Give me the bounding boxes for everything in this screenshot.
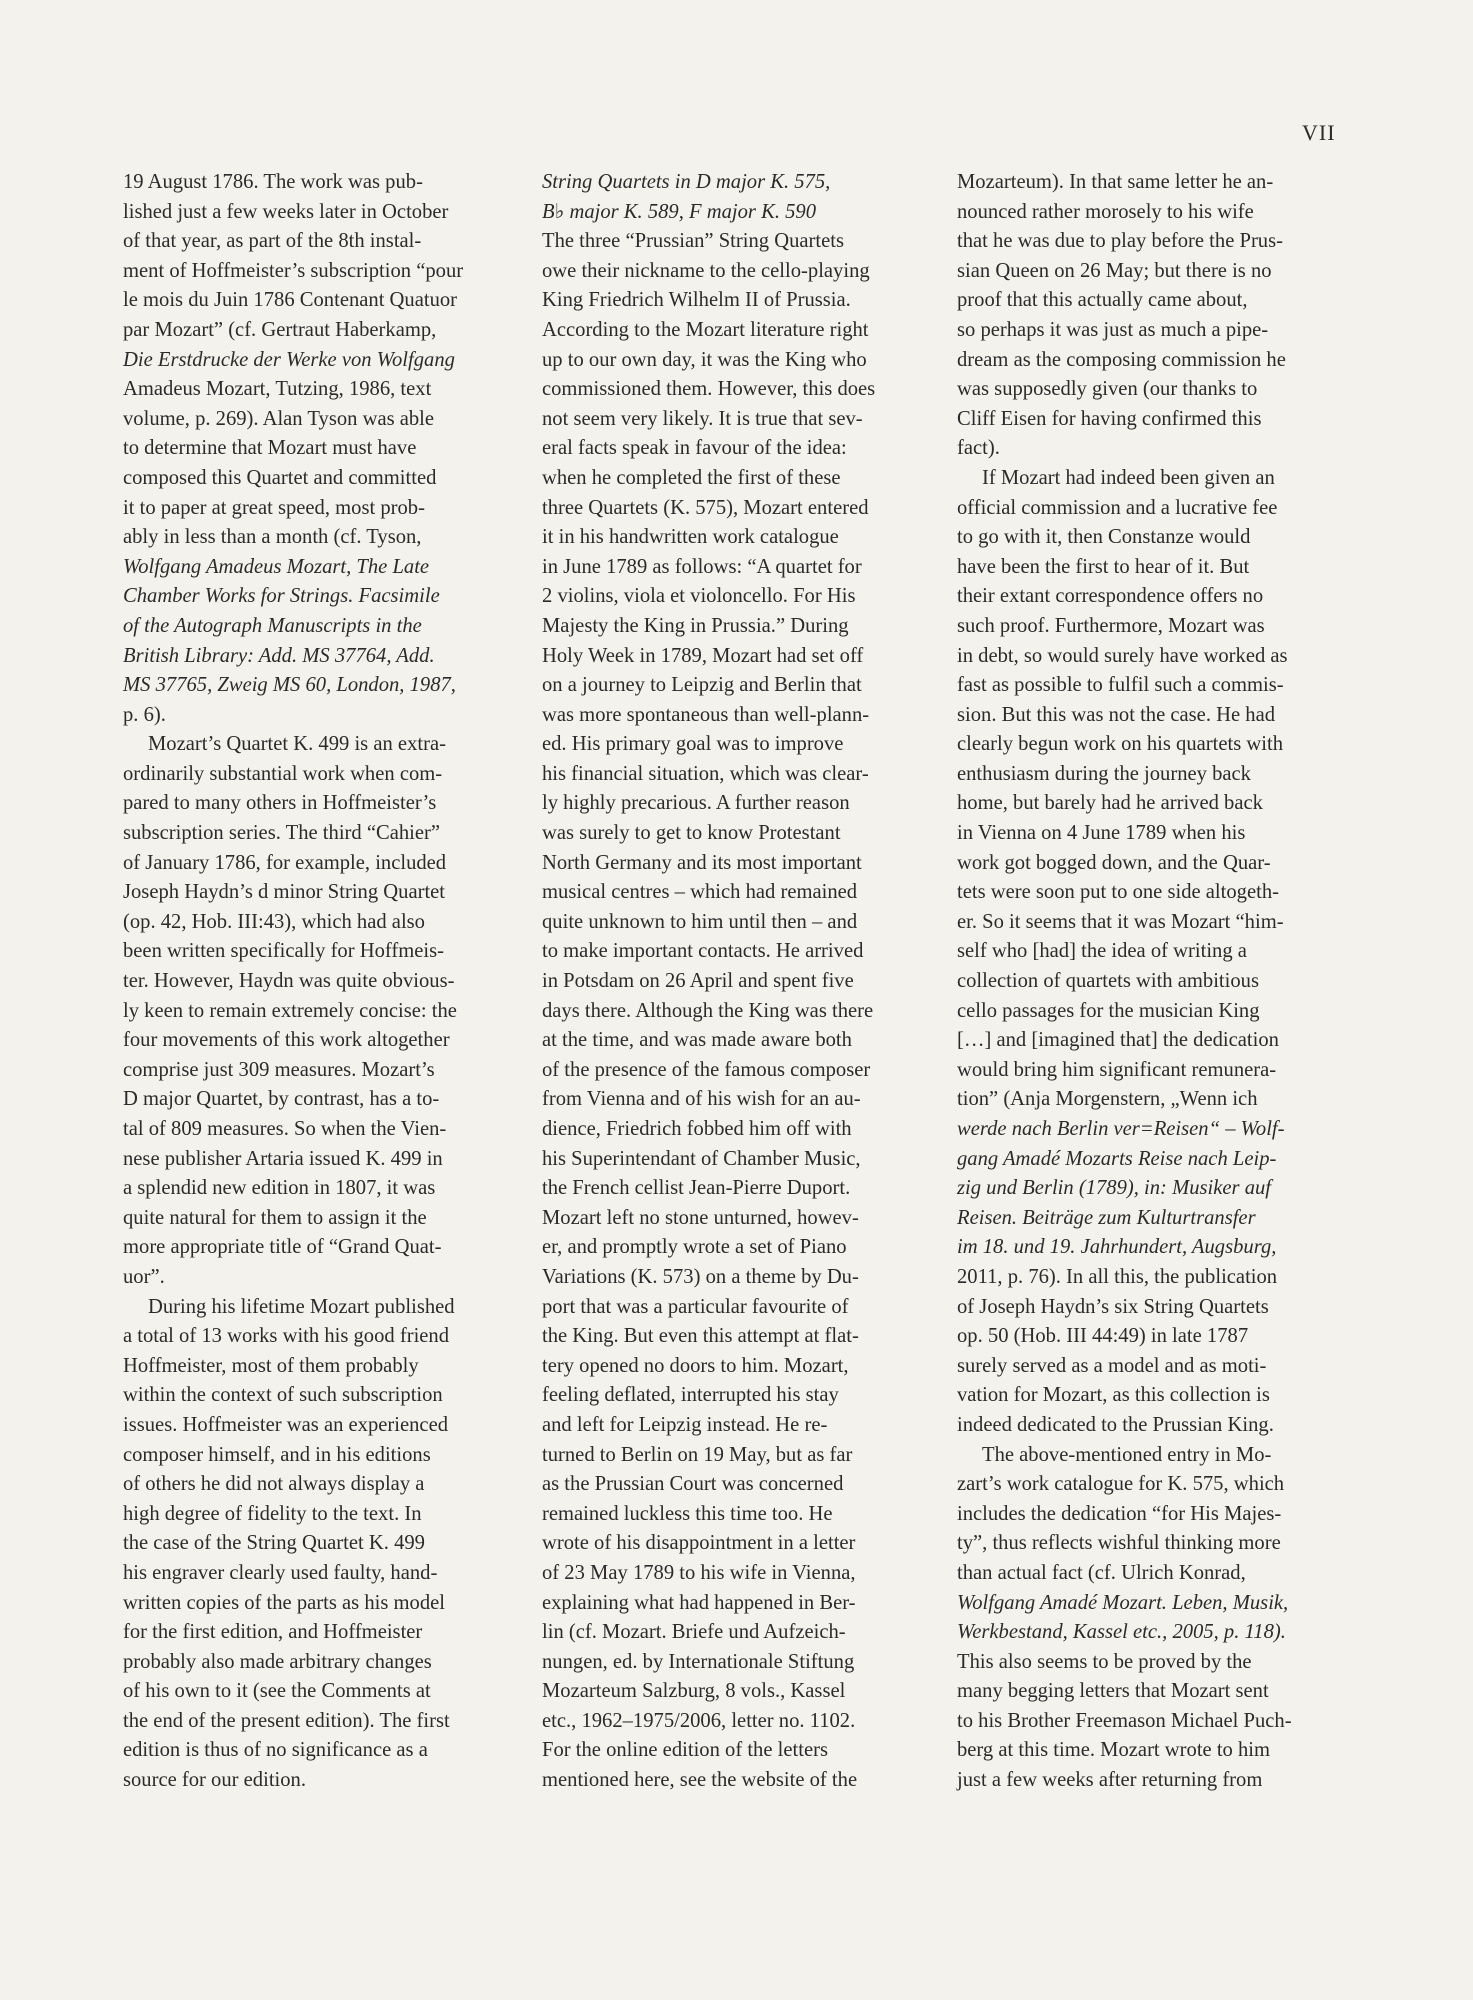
text-line: ment of Hoffmeister’s subscription “pour bbox=[123, 259, 464, 282]
text-line: sian Queen on 26 May; but there is no bbox=[957, 259, 1272, 282]
text-line: to determine that Mozart must have bbox=[123, 437, 417, 460]
text-line: would bring him significant remunera- bbox=[957, 1058, 1277, 1081]
text-line: […] and [imagined that] the dedication bbox=[957, 1029, 1279, 1052]
text-line: the King. But even this attempt at flat- bbox=[542, 1325, 859, 1348]
text-line: sion. But this was not the case. He had bbox=[957, 703, 1276, 726]
text-line: mentioned here, see the website of the bbox=[542, 1769, 858, 1792]
text-line: of the presence of the famous composer bbox=[542, 1058, 871, 1081]
text-line: ly highly precarious. A further reason bbox=[542, 792, 850, 815]
text-line: er, and promptly wrote a set of Piano bbox=[542, 1236, 847, 1259]
text-line: of 23 May 1789 to his wife in Vienna, bbox=[542, 1561, 856, 1584]
text-line: that he was due to play before the Prus- bbox=[957, 230, 1283, 253]
text-line: quite unknown to him until then – and bbox=[542, 910, 858, 933]
text-line: 19 August 1786. The work was pub- bbox=[123, 171, 423, 193]
text-line: issues. Hoffmeister was an experienced bbox=[123, 1413, 449, 1436]
text-line: Chamber Works for Strings. Facsimile bbox=[123, 585, 440, 608]
text-line: D major Quartet, by contrast, has a to- bbox=[123, 1088, 440, 1111]
text-line: er. So it seems that it was Mozart “him- bbox=[957, 910, 1284, 933]
text-line: to make important contacts. He arrived bbox=[542, 940, 864, 963]
text-line: to go with it, then Constanze would bbox=[957, 526, 1251, 549]
text-line: of Joseph Haydn’s six String Quartets bbox=[957, 1295, 1269, 1318]
text-line: ed. His primary goal was to improve bbox=[542, 733, 844, 756]
text-line: Amadeus Mozart, Tutzing, 1986, text bbox=[123, 378, 432, 401]
text-line: of his own to it (see the Comments at bbox=[123, 1680, 431, 1703]
text-line: nese publisher Artaria issued K. 499 in bbox=[123, 1147, 443, 1170]
text-line: ter. However, Haydn was quite obvious- bbox=[123, 970, 455, 993]
text-line: remained luckless this time too. He bbox=[542, 1502, 833, 1525]
text-line: self who [had] the idea of writing a bbox=[957, 940, 1247, 963]
text-line: official commission and a lucrative fee bbox=[957, 496, 1278, 519]
text-line: up to our own day, it was the King who bbox=[542, 348, 867, 371]
text-line: im 18. und 19. Jahrhundert, Augsburg, bbox=[957, 1236, 1277, 1259]
text-line: as the Prussian Court was concerned bbox=[542, 1473, 844, 1496]
text-line: op. 50 (Hob. III 44:49) in late 1787 bbox=[957, 1325, 1249, 1348]
text-line: Variations (K. 573) on a theme by Du- bbox=[542, 1265, 859, 1288]
text-line: clearly begun work on his quartets with bbox=[957, 733, 1283, 756]
text-line: Mozarteum). In that same letter he an- bbox=[957, 171, 1274, 193]
text-line: written copies of the parts as his model bbox=[123, 1591, 445, 1614]
text-line: British Library: Add. MS 37764, Add. bbox=[123, 644, 435, 667]
text-line: collection of quartets with ambitious bbox=[957, 970, 1259, 993]
text-line: their extant correspondence offers no bbox=[957, 585, 1264, 608]
text-line: of the Autograph Manuscripts in the bbox=[123, 614, 422, 637]
text-line: four movements of this work altogether bbox=[123, 1029, 450, 1052]
text-line: Mozart left no stone unturned, howev- bbox=[542, 1206, 859, 1229]
text-line: pared to many others in Hoffmeister’s bbox=[123, 792, 437, 815]
text-line: 2011, p. 76). In all this, the publication bbox=[957, 1265, 1278, 1288]
text-line: in June 1789 as follows: “A quartet for bbox=[542, 555, 862, 578]
text-line: not seem very likely. It is true that sev- bbox=[542, 407, 863, 430]
text-line: of January 1786, for example, included bbox=[123, 851, 447, 874]
text-line: Wolfgang Amadé Mozart. Leben, Musik, bbox=[957, 1591, 1289, 1614]
text-line: composer himself, and in his editions bbox=[123, 1443, 431, 1466]
text-line: dience, Friedrich fobbed him off with bbox=[542, 1118, 852, 1140]
text-line: was more spontaneous than well-plann- bbox=[542, 703, 870, 726]
text-line: just a few weeks after returning from bbox=[957, 1769, 1263, 1792]
text-line: it to paper at great speed, most prob- bbox=[123, 496, 425, 519]
text-line: many begging letters that Mozart sent bbox=[957, 1680, 1269, 1703]
text-line: 2 violins, viola et violoncello. For His bbox=[542, 585, 856, 608]
text-line: For the online edition of the letters bbox=[542, 1739, 828, 1762]
text-line: zart’s work catalogue for K. 575, which bbox=[957, 1473, 1285, 1496]
text-line: explaining what had happened in Ber- bbox=[542, 1591, 856, 1614]
text-line: Majesty the King in Prussia.” During bbox=[542, 614, 849, 637]
text-line: of others he did not always display a bbox=[123, 1473, 425, 1496]
text-line: (op. 42, Hob. III:43), which had also bbox=[123, 910, 425, 933]
text-line: Hoffmeister, most of them probably bbox=[123, 1354, 419, 1377]
text-line: nounced rather morosely to his wife bbox=[957, 200, 1254, 223]
text-line: indeed dedicated to the Prussian King. bbox=[957, 1413, 1274, 1436]
text-line: lished just a few weeks later in October bbox=[123, 200, 449, 223]
text-line: musical centres – which had remained bbox=[542, 881, 858, 904]
text-line: in Potsdam on 26 April and spent five bbox=[542, 970, 854, 993]
text-column-3 bbox=[957, 168, 1337, 1796]
text-line: source for our edition. bbox=[123, 1769, 307, 1792]
page-number: VII bbox=[1302, 120, 1336, 145]
text-line: within the context of such subscription bbox=[123, 1384, 443, 1407]
text-line: the French cellist Jean-Pierre Duport. bbox=[542, 1177, 851, 1200]
text-line: port that was a particular favourite of bbox=[542, 1295, 849, 1318]
text-line: been written specifically for Hoffmeis- bbox=[123, 940, 444, 963]
text-line: turned to Berlin on 19 May, but as far bbox=[542, 1443, 853, 1466]
text-line: a total of 13 works with his good friend bbox=[123, 1325, 450, 1348]
text-line: The three “Prussian” String Quartets bbox=[542, 230, 844, 253]
text-line: so perhaps it was just as much a pipe- bbox=[957, 318, 1269, 341]
text-line: par Mozart” (cf. Gertraut Haberkamp, bbox=[123, 318, 437, 341]
text-line: MS 37765, Zweig MS 60, London, 1987, bbox=[123, 674, 456, 697]
text-line: dream as the composing commission he bbox=[957, 348, 1286, 371]
text-line: tal of 809 measures. So when the Vien- bbox=[123, 1118, 447, 1140]
text-line: North Germany and its most important bbox=[542, 851, 862, 874]
text-line: for the first edition, and Hoffmeister bbox=[123, 1621, 423, 1644]
text-line: includes the dedication “for His Majes- bbox=[957, 1502, 1282, 1525]
text-line: If Mozart had indeed been given an bbox=[982, 466, 1275, 489]
text-line: During his lifetime Mozart published bbox=[148, 1295, 455, 1318]
text-line: feeling deflated, interrupted his stay bbox=[542, 1384, 839, 1407]
text-line: on a journey to Leipzig and Berlin that bbox=[542, 674, 862, 697]
text-line: le mois du Juin 1786 Contenant Quatuor bbox=[123, 289, 458, 312]
text-line: and left for Leipzig instead. He re- bbox=[542, 1413, 828, 1436]
text-line: ty”, thus reflects wishful thinking more bbox=[957, 1532, 1281, 1555]
text-line: in debt, so would surely have worked as bbox=[957, 644, 1288, 667]
text-line: eral facts speak in favour of the idea: bbox=[542, 437, 847, 460]
text-line: surely served as a model and as moti- bbox=[957, 1354, 1267, 1377]
text-line: tets were soon put to one side altogeth- bbox=[957, 881, 1279, 904]
text-line: Holy Week in 1789, Mozart had set off bbox=[542, 644, 864, 667]
text-column-1 bbox=[123, 168, 503, 1796]
text-line: of that year, as part of the 8th instal- bbox=[123, 230, 422, 253]
text-line: was surely to get to know Protestant bbox=[542, 822, 841, 845]
text-line: his engraver clearly used faulty, hand- bbox=[123, 1561, 438, 1584]
text-line: B♭ major K. 589, F major K. 590 bbox=[542, 200, 817, 223]
text-line: ly keen to remain extremely concise: the bbox=[123, 999, 457, 1022]
text-line: the case of the String Quartet K. 499 bbox=[123, 1532, 425, 1555]
text-line: Reisen. Beiträge zum Kulturtransfer bbox=[957, 1206, 1256, 1229]
text-line: tery opened no doors to him. Mozart, bbox=[542, 1354, 849, 1377]
text-line: a splendid new edition in 1807, it was bbox=[123, 1177, 436, 1200]
text-line: composed this Quartet and committed bbox=[123, 466, 437, 489]
text-line: gang Amadé Mozarts Reise nach Leip- bbox=[957, 1147, 1277, 1170]
text-line: tion” (Anja Morgenstern, „Wenn ich bbox=[957, 1088, 1258, 1111]
text-line: high degree of fidelity to the text. In bbox=[123, 1502, 422, 1525]
text-line: Wolfgang Amadeus Mozart, The Late bbox=[123, 555, 430, 578]
text-line: his Superintendant of Chamber Music, bbox=[542, 1147, 861, 1170]
text-line: home, but barely had he arrived back bbox=[957, 792, 1263, 815]
text-line: work got bogged down, and the Quar- bbox=[957, 851, 1271, 874]
text-line: commissioned them. However, this does bbox=[542, 378, 876, 401]
text-line: days there. Although the King was there bbox=[542, 999, 874, 1022]
text-line: Die Erstdrucke der Werke von Wolfgang bbox=[123, 348, 455, 371]
text-line: p. 6). bbox=[123, 703, 166, 726]
text-line: ordinarily substantial work when com- bbox=[123, 762, 443, 785]
text-line: at the time, and was made aware both bbox=[542, 1029, 852, 1052]
text-line: nungen, ed. by Internationale Stiftung bbox=[542, 1650, 855, 1673]
text-line: subscription series. The third “Cahier” bbox=[123, 822, 441, 845]
text-line: String Quartets in D major K. 575, bbox=[542, 171, 831, 193]
text-line: from Vienna and of his wish for an au- bbox=[542, 1088, 861, 1111]
text-line: enthusiasm during the journey back bbox=[957, 762, 1251, 785]
text-line: This also seems to be proved by the bbox=[957, 1650, 1252, 1673]
text-line: quite natural for them to assign it the bbox=[123, 1206, 427, 1229]
text-line: edition is thus of no significance as a bbox=[123, 1739, 428, 1762]
text-line: three Quartets (K. 575), Mozart entered bbox=[542, 496, 869, 519]
text-line: have been the first to hear of it. But bbox=[957, 555, 1250, 578]
text-line: Werkbestand, Kassel etc., 2005, p. 118). bbox=[957, 1621, 1286, 1644]
text-line: Mozart’s Quartet K. 499 is an extra- bbox=[148, 733, 446, 756]
text-line: wrote of his disappointment in a letter bbox=[542, 1532, 856, 1555]
text-line: to his Brother Freemason Michael Puch- bbox=[957, 1709, 1292, 1732]
text-line: was supposedly given (our thanks to bbox=[957, 378, 1258, 401]
text-line: owe their nickname to the cello-playing bbox=[542, 259, 870, 282]
text-line: his financial situation, which was clear- bbox=[542, 762, 869, 785]
text-line: fact). bbox=[957, 437, 1000, 460]
text-line: when he completed the first of these bbox=[542, 466, 841, 489]
text-line: etc., 1962–1975/2006, letter no. 1102. bbox=[542, 1709, 856, 1732]
text-line: ably in less than a month (cf. Tyson, bbox=[123, 526, 422, 549]
text-line: such proof. Furthermore, Mozart was bbox=[957, 614, 1265, 637]
text-line: King Friedrich Wilhelm II of Prussia. bbox=[542, 289, 851, 312]
text-line: cello passages for the musician King bbox=[957, 999, 1260, 1022]
text-line: berg at this time. Mozart wrote to him bbox=[957, 1739, 1271, 1762]
text-line: The above-mentioned entry in Mo- bbox=[982, 1443, 1272, 1466]
text-line: According to the Mozart literature right bbox=[542, 318, 869, 341]
text-line: zig und Berlin (1789), in: Musiker auf bbox=[957, 1177, 1272, 1200]
text-line: Mozarteum Salzburg, 8 vols., Kassel bbox=[542, 1680, 846, 1703]
text-line: it in his handwritten work catalogue bbox=[542, 526, 839, 549]
text-column-2 bbox=[542, 168, 922, 1796]
text-line: uor”. bbox=[123, 1265, 165, 1288]
text-line: probably also made arbitrary changes bbox=[123, 1650, 432, 1673]
text-line: comprise just 309 measures. Mozart’s bbox=[123, 1058, 435, 1081]
text-line: proof that this actually came about, bbox=[957, 289, 1248, 312]
text-line: than actual fact (cf. Ulrich Konrad, bbox=[957, 1561, 1246, 1584]
text-line: in Vienna on 4 June 1789 when his bbox=[957, 822, 1246, 845]
text-line: Joseph Haydn’s d minor String Quartet bbox=[123, 881, 446, 904]
text-line: fast as possible to fulfil such a commis- bbox=[957, 674, 1284, 697]
text-line: the end of the present edition). The first bbox=[123, 1709, 450, 1732]
text-line: Cliff Eisen for having confirmed this bbox=[957, 407, 1262, 430]
text-line: more appropriate title of “Grand Quat- bbox=[123, 1236, 442, 1259]
text-line: volume, p. 269). Alan Tyson was able bbox=[123, 407, 435, 430]
text-line: lin (cf. Mozart. Briefe und Aufzeich- bbox=[542, 1621, 846, 1644]
text-line: vation for Mozart, as this collection is bbox=[957, 1384, 1270, 1407]
text-line: werde nach Berlin ver=Reisen“ – Wolf- bbox=[957, 1118, 1285, 1140]
